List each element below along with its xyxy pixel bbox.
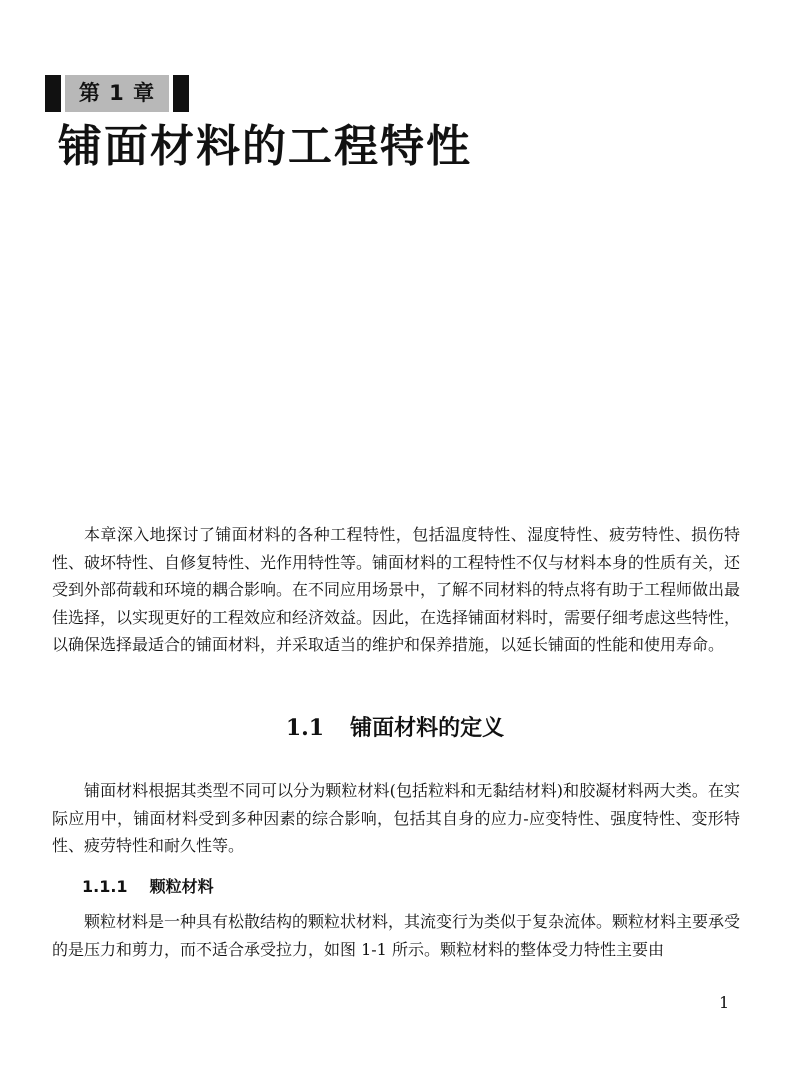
chapter-title: 铺面材料的工程特性 xyxy=(58,121,472,172)
chapter-tag-right-bar xyxy=(173,75,189,112)
section-paragraph xyxy=(52,777,740,860)
subsection-paragraph xyxy=(52,908,740,963)
subsection-title: 颗粒材料 xyxy=(149,877,214,896)
intro-paragraph xyxy=(52,521,740,659)
chapter-label: 第 1 章 xyxy=(65,75,169,112)
chapter-tag-left-bar xyxy=(45,75,61,112)
page-number: 1 xyxy=(719,993,730,1012)
chapter-tag xyxy=(45,75,189,112)
section-title: 铺面材料的定义 xyxy=(350,715,505,741)
subsection-number: 1.1.1 xyxy=(82,877,128,896)
intro-text: 本章深入地探讨了铺面材料的各种工程特性，包括温度特性、湿度特性、疲劳特性、损伤特性、破坏特性、自修复特性、光作用特性等。铺面材料的工程特性不仅与材料本身的性质有关，还受到外部荷载和环境的耦合影响。在不同应用场景中，了解不同材料的特点将有助于工程师做出最佳选择，以实现更好的工程效应和经济效益。因此，在选择铺面材料时，需要仔细考虑这些特性，以确保选择最适合的铺面材料，并采取适当的维护和保养措施，以延长铺面的性能和使用寿命。 xyxy=(52,525,741,654)
section-number: 1.1 xyxy=(285,715,325,741)
subsection-heading xyxy=(82,873,214,901)
subsection-text: 颗粒材料是一种具有松散结构的颗粒状材料，其流变行为类似于复杂流体。颗粒材料主要承受的是压力和剪力，而不适合承受拉力，如图 1-1 所示。颗粒材料的整体受力特性主要由 xyxy=(52,912,741,959)
section-text: 铺面材料根据其类型不同可以分为颗粒材料(包括粒料和无黏结材料)和胶凝材料两大类。在实际应用中，铺面材料受到多种因素的综合影响，包括其自身的应力-应变特性、强度特性、变形特性、疲劳特性和耐久性等。 xyxy=(52,781,740,855)
section-heading xyxy=(0,708,790,748)
